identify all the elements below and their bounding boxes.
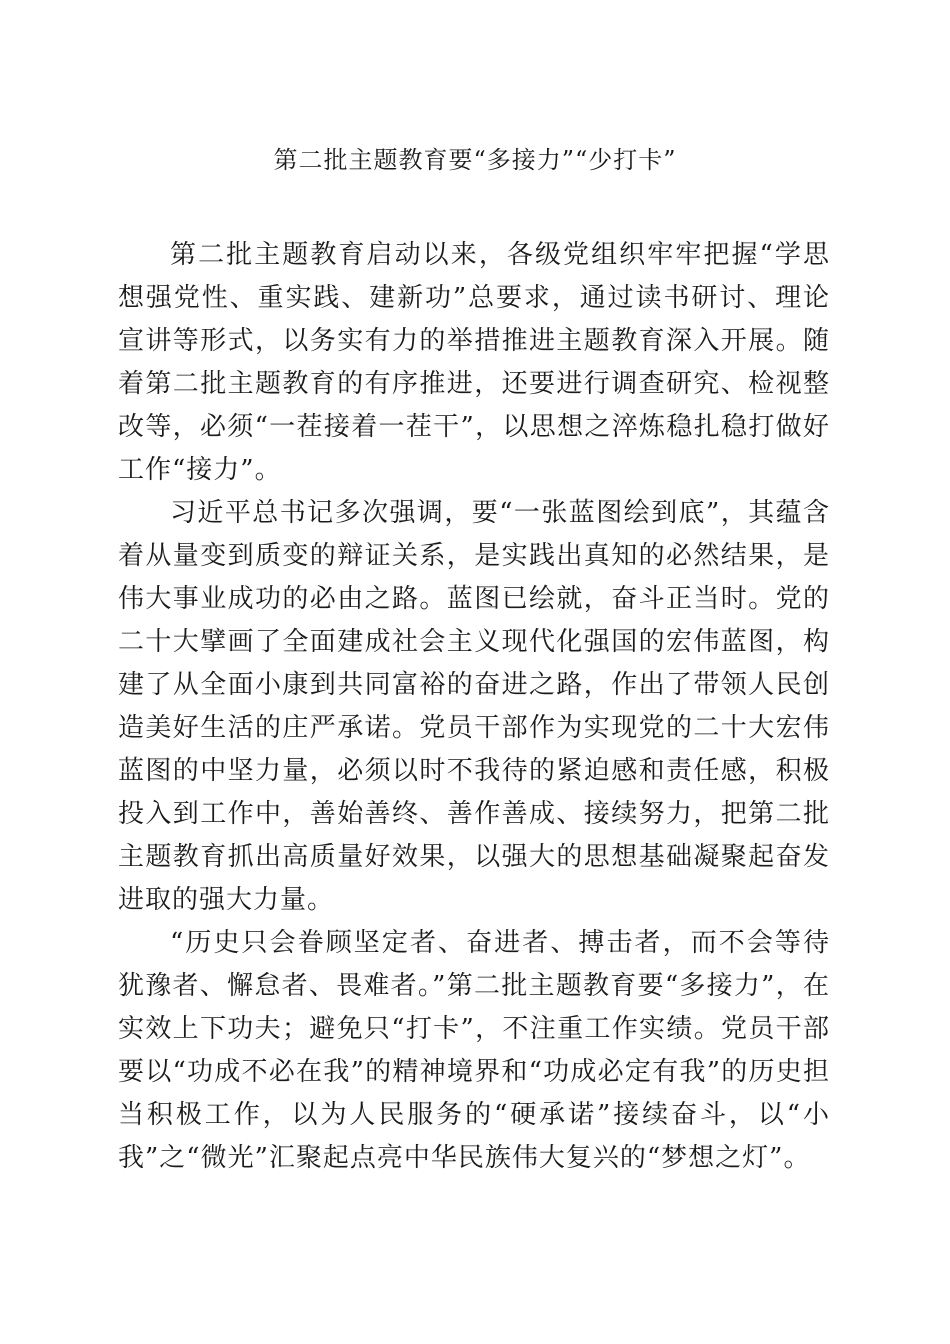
paragraph-2: 习近平总书记多次强调，要“一张蓝图绘到底”，其蕴含着从量变到质变的辩证关系，是实践出真知的必然结果，是伟大事业成功的必由之路。蓝图已绘就，奋斗正当时。党的二十大擘画了全面建成社会主义现代化强国的宏伟蓝图，构建了从全面小康到共同富裕的奋进之路，作出了带领人民创造美好生活的庄严承诺。党员干部作为实现党的二十大宏伟蓝图的中坚力量，必须以时不我待的紧迫感和责任感，积极投入到工作中，善始善终、善作善成、接续努力，把第二批主题教育抓出高质量好效果，以强大的思想基础凝聚起奋发进取的强大力量。 — [118, 498, 830, 915]
document-title: 第二批主题教育要“多接力”“少打卡” — [273, 146, 677, 174]
paragraph-3: “历史只会眷顾坚定者、奋进者、搏击者，而不会等待犹豫者、懈怠者、畏难者。”第二批主题教育要“多接力”，在实效上下功夫；避免只“打卡”，不注重工作实绩。党员干部要以“功成不必在我”的精神境界和“功成必定有我”的历史担当积极工作，以为人民服务的“硬承诺”接续奋斗，以“小我”之“微光”汇聚起点亮中华民族伟大复兴的“梦想之灯”。 — [118, 928, 830, 1173]
paragraph-1: 第二批主题教育启动以来，各级党组织牢牢把握“学思想强党性、重实践、建新功”总要求，通过读书研讨、理论宣讲等形式，以务实有力的举措推进主题教育深入开展。随着第二批主题教育的有序推进，还要进行调查研究、检视整改等，必须“一茬接着一茬干”，以思想之淬炼稳扎稳打做好工作“接力”。 — [118, 240, 830, 485]
document-body — [118, 234, 830, 1180]
